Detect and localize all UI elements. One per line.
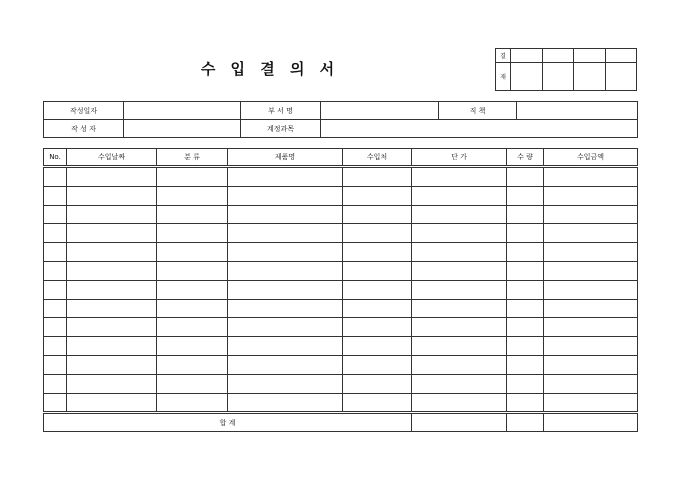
table-cell[interactable] — [157, 355, 228, 374]
table-cell[interactable] — [228, 261, 343, 280]
table-cell[interactable] — [343, 318, 412, 337]
table-cell[interactable] — [44, 280, 67, 299]
table-cell[interactable] — [412, 374, 507, 393]
table-cell[interactable] — [507, 243, 544, 262]
table-cell[interactable] — [412, 318, 507, 337]
table-row — [44, 393, 638, 413]
approval-label-bottom: 재 — [496, 63, 511, 91]
table-cell[interactable] — [412, 280, 507, 299]
table-row — [44, 318, 638, 337]
table-cell[interactable] — [412, 167, 507, 187]
table-row — [44, 355, 638, 374]
table-cell[interactable] — [412, 261, 507, 280]
table-cell[interactable] — [343, 243, 412, 262]
writer-field[interactable] — [124, 120, 241, 138]
info-table — [43, 101, 638, 138]
table-cell[interactable] — [157, 299, 228, 318]
position-field[interactable] — [517, 102, 638, 120]
table-cell[interactable] — [343, 261, 412, 280]
items-table — [43, 148, 638, 432]
table-cell[interactable] — [228, 167, 343, 187]
table-cell[interactable] — [412, 299, 507, 318]
table-cell[interactable] — [67, 205, 157, 224]
table-cell[interactable] — [67, 374, 157, 393]
table-row — [44, 243, 638, 262]
table-cell[interactable] — [412, 355, 507, 374]
table-cell[interactable] — [44, 374, 67, 393]
table-cell[interactable] — [544, 167, 638, 187]
table-cell[interactable] — [544, 205, 638, 224]
table-cell[interactable] — [343, 299, 412, 318]
approval-sign-cell[interactable] — [542, 63, 574, 91]
table-cell[interactable] — [544, 243, 638, 262]
table-cell[interactable] — [507, 261, 544, 280]
table-cell[interactable] — [67, 355, 157, 374]
table-row — [44, 205, 638, 224]
total-quantity[interactable] — [507, 413, 544, 432]
column-header: 수 량 — [507, 149, 544, 167]
table-cell[interactable] — [507, 318, 544, 337]
table-cell[interactable] — [343, 167, 412, 187]
column-header: 수입처 — [343, 149, 412, 167]
table-row — [44, 261, 638, 280]
table-cell[interactable] — [157, 393, 228, 413]
table-cell[interactable] — [44, 167, 67, 187]
table-cell[interactable] — [507, 280, 544, 299]
table-row — [44, 224, 638, 243]
table-cell[interactable] — [157, 186, 228, 205]
table-cell[interactable] — [544, 186, 638, 205]
approval-cell[interactable] — [542, 49, 574, 63]
table-row — [44, 186, 638, 205]
table-cell[interactable] — [157, 205, 228, 224]
total-row — [44, 413, 638, 432]
table-row — [44, 374, 638, 393]
table-cell[interactable] — [67, 337, 157, 356]
position-label: 직 책 — [439, 102, 517, 120]
account-field[interactable] — [321, 120, 638, 138]
table-cell[interactable] — [228, 374, 343, 393]
table-cell[interactable] — [507, 355, 544, 374]
table-cell[interactable] — [67, 167, 157, 187]
table-cell[interactable] — [507, 393, 544, 413]
table-cell[interactable] — [228, 224, 343, 243]
table-cell[interactable] — [228, 355, 343, 374]
table-cell[interactable] — [343, 393, 412, 413]
table-cell[interactable] — [157, 374, 228, 393]
table-cell[interactable] — [157, 167, 228, 187]
table-cell[interactable] — [507, 186, 544, 205]
table-cell[interactable] — [544, 318, 638, 337]
table-cell[interactable] — [343, 186, 412, 205]
total-label: 합 계 — [44, 413, 412, 432]
table-cell[interactable] — [44, 393, 67, 413]
table-cell[interactable] — [157, 224, 228, 243]
column-header: 제품명 — [228, 149, 343, 167]
table-cell[interactable] — [44, 337, 67, 356]
table-cell[interactable] — [544, 393, 638, 413]
table-cell[interactable] — [44, 186, 67, 205]
table-cell[interactable] — [67, 186, 157, 205]
table-cell[interactable] — [412, 186, 507, 205]
account-label: 계정과목 — [241, 120, 321, 138]
table-cell[interactable] — [67, 393, 157, 413]
table-cell[interactable] — [67, 299, 157, 318]
approval-cell[interactable] — [574, 49, 606, 63]
dept-field[interactable] — [321, 102, 439, 120]
table-cell[interactable] — [44, 355, 67, 374]
table-row — [44, 337, 638, 356]
table-cell[interactable] — [228, 393, 343, 413]
table-cell[interactable] — [157, 318, 228, 337]
table-cell[interactable] — [228, 280, 343, 299]
writer-label: 작 성 자 — [44, 120, 124, 138]
table-cell[interactable] — [343, 224, 412, 243]
approval-label-top: 결 — [496, 49, 511, 63]
column-header: No. — [44, 149, 67, 167]
column-header: 분 류 — [157, 149, 228, 167]
table-cell[interactable] — [67, 224, 157, 243]
table-row — [44, 280, 638, 299]
table-cell[interactable] — [544, 374, 638, 393]
column-header: 수입날짜 — [67, 149, 157, 167]
table-cell[interactable] — [544, 355, 638, 374]
table-cell[interactable] — [157, 337, 228, 356]
dept-label: 부 서 명 — [241, 102, 321, 120]
table-cell[interactable] — [544, 261, 638, 280]
table-cell[interactable] — [44, 318, 67, 337]
date-label: 작성일자 — [44, 102, 124, 120]
approval-sign-cell[interactable] — [574, 63, 606, 91]
table-row — [44, 167, 638, 187]
approval-cell[interactable] — [511, 49, 543, 63]
table-cell[interactable] — [343, 337, 412, 356]
table-cell[interactable] — [343, 205, 412, 224]
table-cell[interactable] — [507, 167, 544, 187]
table-cell[interactable] — [157, 261, 228, 280]
table-cell[interactable] — [44, 261, 67, 280]
table-cell[interactable] — [507, 224, 544, 243]
table-cell[interactable] — [228, 243, 343, 262]
table-cell[interactable] — [157, 280, 228, 299]
table-cell[interactable] — [544, 299, 638, 318]
table-cell[interactable] — [412, 337, 507, 356]
approval-sign-cell[interactable] — [511, 63, 543, 91]
table-cell[interactable] — [343, 374, 412, 393]
total-amount[interactable] — [544, 413, 638, 432]
table-cell[interactable] — [412, 393, 507, 413]
table-cell[interactable] — [544, 337, 638, 356]
column-header: 단 가 — [412, 149, 507, 167]
table-cell[interactable] — [343, 355, 412, 374]
table-cell[interactable] — [544, 224, 638, 243]
table-cell[interactable] — [67, 280, 157, 299]
document-title: 수 입 결 의 서 — [200, 60, 340, 78]
table-cell[interactable] — [44, 205, 67, 224]
approval-box — [495, 48, 637, 91]
column-header: 수입금액 — [544, 149, 638, 167]
table-cell[interactable] — [507, 374, 544, 393]
table-cell[interactable] — [228, 186, 343, 205]
table-header-row — [44, 149, 638, 167]
table-cell[interactable] — [412, 243, 507, 262]
approval-sign-cell[interactable] — [605, 63, 637, 91]
date-field[interactable] — [124, 102, 241, 120]
table-cell[interactable] — [412, 205, 507, 224]
table-cell[interactable] — [44, 243, 67, 262]
table-row — [44, 299, 638, 318]
table-cell[interactable] — [67, 243, 157, 262]
table-cell[interactable] — [228, 337, 343, 356]
table-cell[interactable] — [343, 280, 412, 299]
table-cell[interactable] — [507, 205, 544, 224]
table-cell[interactable] — [228, 299, 343, 318]
table-cell[interactable] — [67, 318, 157, 337]
table-cell[interactable] — [157, 243, 228, 262]
table-cell[interactable] — [228, 318, 343, 337]
table-cell[interactable] — [228, 205, 343, 224]
table-cell[interactable] — [507, 337, 544, 356]
table-cell[interactable] — [44, 224, 67, 243]
table-cell[interactable] — [507, 299, 544, 318]
table-cell[interactable] — [412, 224, 507, 243]
approval-cell[interactable] — [605, 49, 637, 63]
table-cell[interactable] — [67, 261, 157, 280]
total-unit-price[interactable] — [412, 413, 507, 432]
table-cell[interactable] — [44, 299, 67, 318]
table-cell[interactable] — [544, 280, 638, 299]
